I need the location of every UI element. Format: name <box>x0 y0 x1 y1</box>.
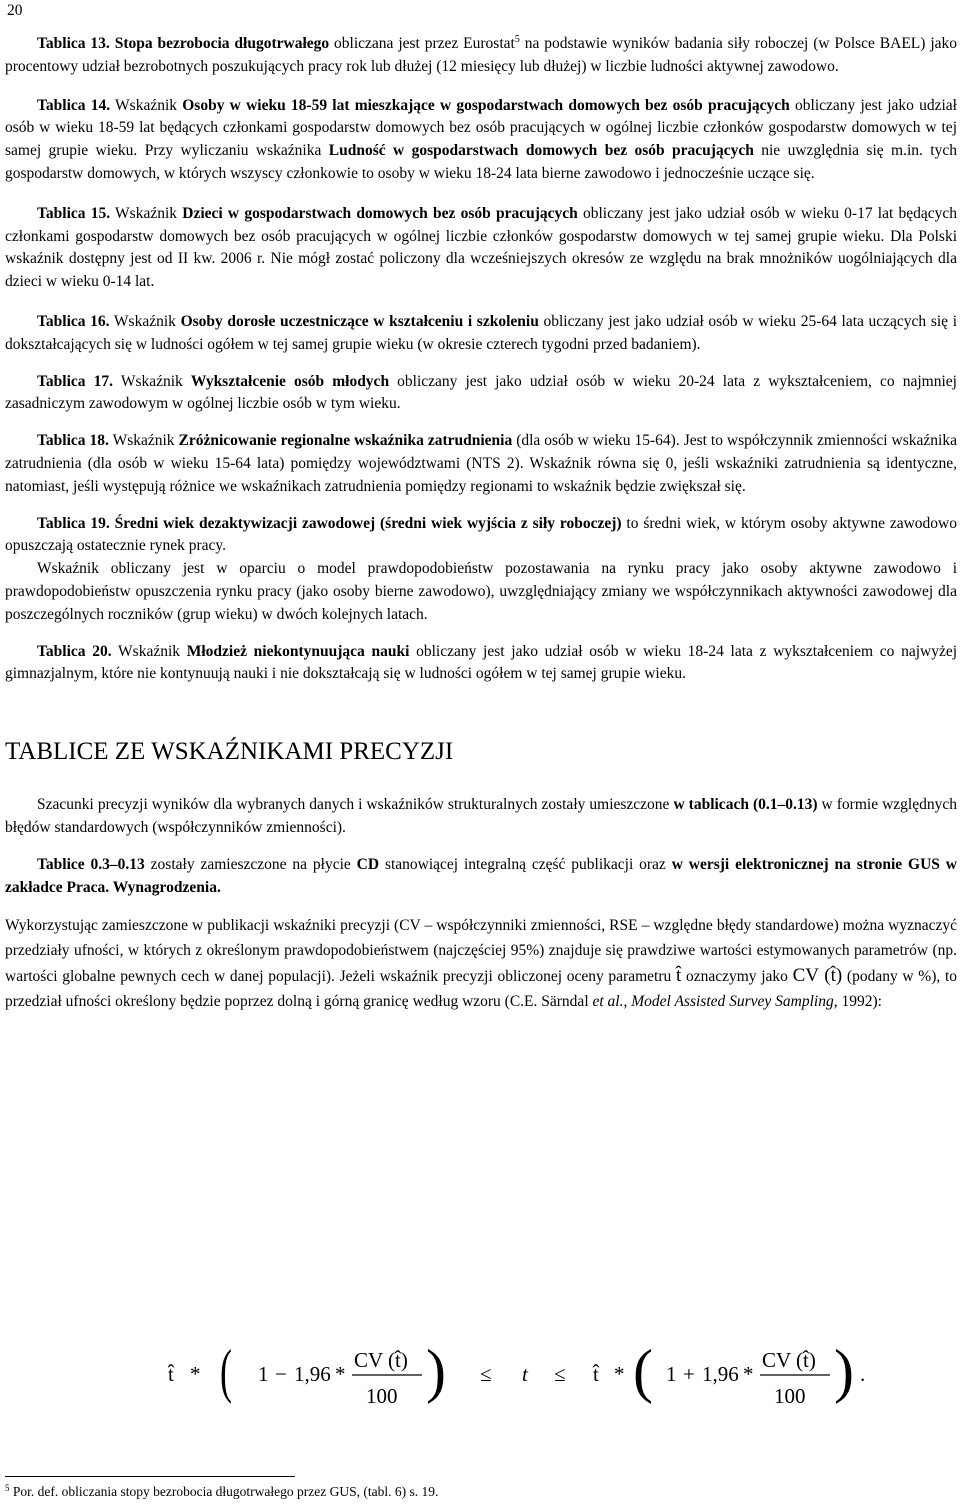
szacunki-tables-ref: w tablicach (0.1–0.13) <box>673 796 818 814</box>
paragraph-tablice-cd <box>5 854 957 900</box>
tablica-13-title: Stopa bezrobocia długotrwałego <box>114 35 330 52</box>
footnote-divider <box>5 1476 295 1477</box>
tablica-16-name: Osoby dorosłe uczestniczące w kształceniu i szkoleniu <box>180 312 539 330</box>
formula-cv-left <box>354 1348 408 1372</box>
formula-star-mid-left: * <box>335 1362 346 1386</box>
main-content <box>5 33 957 1014</box>
tablica-15-post: obliczany jest jako udział osób w wieku 0-17 lat będących członkami gospodarstw domowych bez osób pracujących w ogólnej liczbie członków gospodarstw domowych w tej samej grupie wieku. Dla Polski wskaźnik dostępny jest od II kw. 2006 r. Nie mógł zostać policzony dla wcześniejszych okresów ze względu na brak mnożników uogólniających dla dzieci w wieku 0-14 lat. <box>5 204 957 291</box>
paragraph-tablica-16 <box>5 311 957 357</box>
cv-letters: CV <box>792 965 819 987</box>
tablica-17-pre: Wskaźnik <box>113 372 191 390</box>
paren-open-right: ( <box>633 1339 653 1404</box>
section-heading: TABLICE ZE WSKAŹNIKAMI PRECYZJI <box>5 738 454 766</box>
cv-argument: (t̂) <box>824 965 843 987</box>
tablica-14-pre: Wskaźnik <box>110 96 183 114</box>
formula-cv-right <box>762 1348 816 1372</box>
szacunki-text-c: w formie względnych błędów standardowych (współczynników zmienności). <box>5 796 957 836</box>
book-title: Model Assisted Survey Sampling <box>631 993 834 1011</box>
tablice-range: Tablice 0.3–0.13 <box>37 855 145 873</box>
tablica-19-name: Średni wiek dezaktywizacji zawodowej (średni wiek wyjścia z siły roboczej) <box>109 514 622 532</box>
paragraph-tablica-17 <box>5 371 957 417</box>
tablica-13-label: Tablica 13. <box>37 35 110 52</box>
confidence-interval-formula <box>168 1339 928 1409</box>
formula-coef-right: 1,96 <box>702 1362 739 1386</box>
tablica-14-name2: Ludność w gospodarstwach domowych bez osób pracujących <box>328 142 754 160</box>
tablica-15-pre: Wskaźnik <box>110 204 183 222</box>
tablica-19-post: to średni wiek, w którym osoby aktywne zawodowo opuszczają ostatecznie rynek pracy. <box>5 514 957 555</box>
tablica-14-post: nie uwzględnia się m.in. tych gospodarstw domowych, w których wszyscy członkowie to osoby w wieku 18-24 lata bierne zawodowo i jednocześnie uczące się. <box>5 142 957 182</box>
formula-le-left: ≤ <box>480 1362 492 1386</box>
wykorzystujac-text-b: oznaczymy jako <box>681 968 793 986</box>
formula-le-right: ≤ <box>554 1362 566 1386</box>
tablica-16-label: Tablica 16. <box>37 312 110 330</box>
tablice-cd: CD <box>356 855 380 873</box>
formula-period: . <box>860 1362 866 1386</box>
tablica-20-pre: Wskaźnik <box>111 642 187 660</box>
formula-t-hat-left: t̂ <box>168 1362 174 1386</box>
formula-one-left: 1 <box>258 1362 269 1386</box>
tablica-19-label: Tablica 19. <box>37 514 110 532</box>
tablice-text-b: zostały zamieszczone na płycie <box>144 855 357 873</box>
paragraph-tablica-15 <box>5 203 957 294</box>
tablica-17-name: Wykształcenie osób młodych <box>190 372 390 390</box>
formula-one-right: 1 <box>666 1362 677 1386</box>
tablica-13-text-a: obliczana jest przez Eurostat <box>329 35 515 52</box>
formula-coef-left: 1,96 <box>294 1362 331 1386</box>
formula-star-left: * <box>190 1362 201 1386</box>
paragraph-tablica-20 <box>5 641 957 687</box>
tablica-16-post: obliczany jest jako udział osób w wieku 25-64 lata uczących się i dokształcających się w ludności ogółem w tej samej grupie wieku (w okresie czterech tygodni przed badaniem). <box>5 312 958 353</box>
paragraph-szacunki <box>5 794 957 840</box>
page-number: 20 <box>7 2 23 19</box>
tablica-14-label: Tablica 14. <box>37 96 111 114</box>
paragraph-tablica-14 <box>5 95 957 186</box>
tablica-17-label: Tablica 17. <box>37 372 113 390</box>
paragraph-wykorzystujac <box>5 913 957 1014</box>
tablica-20-post: obliczany jest jako udział osób w wieku 18-24 lata z wykształceniem co najwyżej gimnazjalnym, które nie kontynuują nauki i nie dokształcają się w ludności ogółem w tej samej grupie wieku. <box>5 642 958 683</box>
t-hat-symbol: t̂ <box>675 965 682 987</box>
footnote-ref: 5 <box>514 34 520 45</box>
tablica-20-label: Tablica 20. <box>37 642 112 660</box>
footnote-text: Por. def. obliczania stopy bezrobocia długotrwałego przez GUS, (tabl. 6) s. 19. <box>9 1484 439 1499</box>
formula-den-right: 100 <box>774 1384 806 1408</box>
cv-right-arg: (t̂) <box>796 1348 816 1372</box>
paragraph-tablica-18 <box>5 430 957 498</box>
paragraph-tablica-19-method: Wskaźnik obliczany jest w oparciu o model prawdopodobieństw pozostawania na rynku pracy jako osoby aktywne zawodowo i prawdopodobieństw opuszczenia rynku pracy (jako osoby bierne zawodowo), uwzględniający zmiany we współczynnikach aktywności zawodowej dla poszczególnych roczników (grup wieku) w dwóch kolejnych latach. <box>5 560 957 623</box>
formula-minus: − <box>275 1362 287 1386</box>
paren-close-left: ) <box>426 1339 446 1404</box>
tablica-18-pre: Wskaźnik <box>108 432 179 450</box>
paragraph-tablica-13 <box>5 33 957 79</box>
cv-left-arg: (t̂) <box>388 1348 408 1372</box>
tablica-16-pre: Wskaźnik <box>109 312 181 330</box>
tablice-electronic: w wersji elektronicznej na stronie GUS w zakładce Praca. Wynagrodzenia. <box>5 855 957 896</box>
cv-left-letters: CV <box>354 1348 383 1372</box>
tablica-14-name: Osoby w wieku 18-59 lat mieszkające w gospodarstwach domowych bez osób pracujących <box>182 96 790 114</box>
tablica-15-name: Dzieci w gospodarstwach domowych bez osób pracujących <box>182 204 578 222</box>
et-al: et al. <box>592 993 624 1011</box>
formula-plus: + <box>683 1362 695 1386</box>
tablica-18-post: (dla osób w wieku 15-64). Jest to współczynnik zmienności wskaźnika zatrudnienia (dla osób w wieku 15-64 lata) pomiędzy województwami (NTS 2). Wskaźnik równa się 0, jeśli wskaźniki zatrudnienia są identyczne, natomiast, jeśli występują różnice we wskaźnikach zatrudnienia pomiędzy regionami to wskaźnik będzie zwiększał się. <box>5 432 957 495</box>
tablica-15-label: Tablica 15. <box>37 204 111 222</box>
formula-t-hat-right: t̂ <box>593 1362 599 1386</box>
paren-close-right: ) <box>834 1339 854 1404</box>
wykorzystujac-text-c: (podany w %), to przedział ufności określony będzie poprzez dolną i górną granicę według wzoru (C.E. Särndal <box>5 968 958 1011</box>
wykorzystujac-text-g: , 1992): <box>833 993 882 1011</box>
formula-t: t <box>522 1362 528 1386</box>
cv-right-letters: CV <box>762 1348 791 1372</box>
paren-open-left: ( <box>220 1339 232 1405</box>
footnote-number: 5 <box>5 1483 10 1493</box>
szacunki-text-a: Szacunki precyzji wyników dla wybranych danych i wskaźników strukturalnych zostały umieszczone <box>37 796 674 814</box>
tablica-14-mid: obliczany jest jako udział osób w wieku 18-59 lat będących członkami gospodarstw domowych bez osób pracujących w ogólnej liczbie członków gospodarstw domowych w tej samej grupie wieku. Przy wyliczaniu wskaźnika <box>5 96 957 160</box>
paragraph-tablica-19 <box>5 513 957 559</box>
tablice-text-d: stanowiącej integralną część publikacji oraz <box>379 855 672 873</box>
tablica-20-name: Młodzież niekontynuująca nauki <box>186 642 410 660</box>
cv-symbol <box>793 965 843 986</box>
wykorzystujac-text-e: , <box>623 993 632 1011</box>
formula-star-right: * <box>614 1362 625 1386</box>
formula-star-mid-right: * <box>743 1362 754 1386</box>
tablica-17-post: obliczany jest jako udział osób w wieku 20-24 lata z wykształceniem, co najmniej zasadniczym zawodowym w ogólnej liczbie osób w tym wieku. <box>5 372 957 413</box>
formula-den-left: 100 <box>366 1384 398 1408</box>
footnote <box>5 1484 438 1500</box>
tablica-18-label: Tablica 18. <box>37 432 109 450</box>
tablica-13-text-b: na podstawie wyników badania siły roboczej (w Polsce BAEL) jako procentowy udział bezrobotnych poszukujących pracy rok lub dłużej (12 miesięcy lub dłużej) w liczbie ludności aktywnej zawodowo. <box>5 35 958 75</box>
wykorzystujac-text-a: Wykorzystując zamieszczone w publikacji wskaźniki precyzji (CV – współczynniki zmienności, RSE – względne błędy standardowe) można wyznaczyć przedziały ufności, w których z określonym prawdopodobieństwem (najczęściej 95%) znajduje się prawdziwe wartości estymowanych parametrów (np. wartości globalne pewnych cech w danej populacji). Jeżeli wskaźnik precyzji obliczonej oceny parametru <box>5 917 957 986</box>
tablica-18-name: Zróżnicowanie regionalne wskaźnika zatrudnienia <box>178 432 513 450</box>
